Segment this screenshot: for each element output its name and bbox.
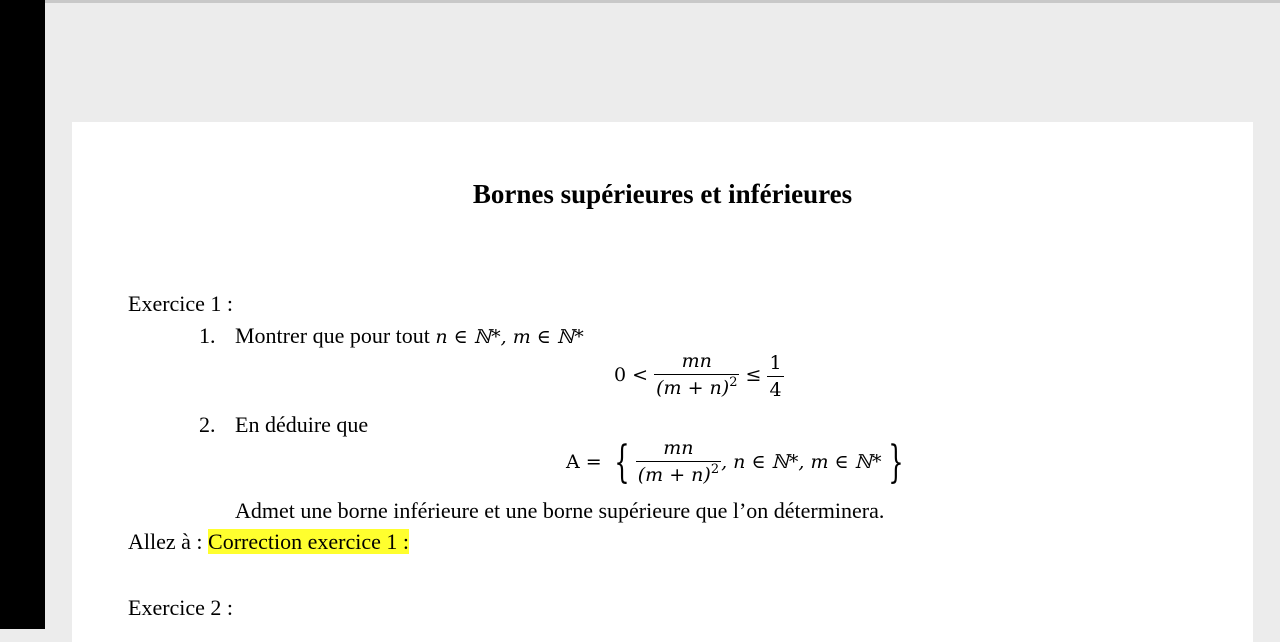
- item-2-text: En déduire que: [235, 412, 369, 437]
- formula-left: 0 <: [614, 364, 649, 386]
- set-fraction: $\frac{mn}{(m + n)^2}$: [637, 437, 720, 486]
- item-1-number: 1.: [199, 323, 216, 348]
- set-formula: [566, 437, 910, 489]
- item-1-condition: n ∈ ℕ*, m ∈ ℕ*: [435, 326, 584, 348]
- inequality-formula: [614, 350, 784, 402]
- fraction-denominator: $(m + n)^2$: [656, 375, 738, 399]
- goto-correction-line: [128, 529, 409, 555]
- set-lhs: A =: [566, 451, 602, 473]
- formula-operator: ≤: [745, 364, 762, 386]
- right-brace: }: [887, 437, 904, 488]
- left-sidebar-strip: [0, 0, 45, 629]
- item-2-number: 2.: [199, 412, 216, 437]
- fraction-numerator: mn: [654, 350, 739, 375]
- exercise-2-heading: Exercice 2 :: [128, 595, 234, 620]
- set-conditions: , n ∈ ℕ*, m ∈ ℕ*: [721, 451, 882, 473]
- item-1-text: Montrer que pour tout: [235, 323, 436, 348]
- exercise-1-heading: Exercice 1 :: [128, 291, 234, 316]
- left-brace: {: [614, 437, 630, 488]
- goto-prefix: Allez à :: [128, 529, 209, 554]
- fraction-one-quarter: $\frac{1}{4}$: [769, 351, 782, 401]
- correction-exercise-1-link[interactable]: Correction exercice 1 :: [208, 529, 409, 554]
- item-1-statement: [235, 323, 584, 350]
- fraction-mn: [654, 350, 739, 402]
- item-2-conclusion: Admet une borne inférieure et une borne supérieure que l’on déterminera.: [235, 498, 885, 523]
- document-title: Bornes supérieures et inférieures: [472, 179, 853, 209]
